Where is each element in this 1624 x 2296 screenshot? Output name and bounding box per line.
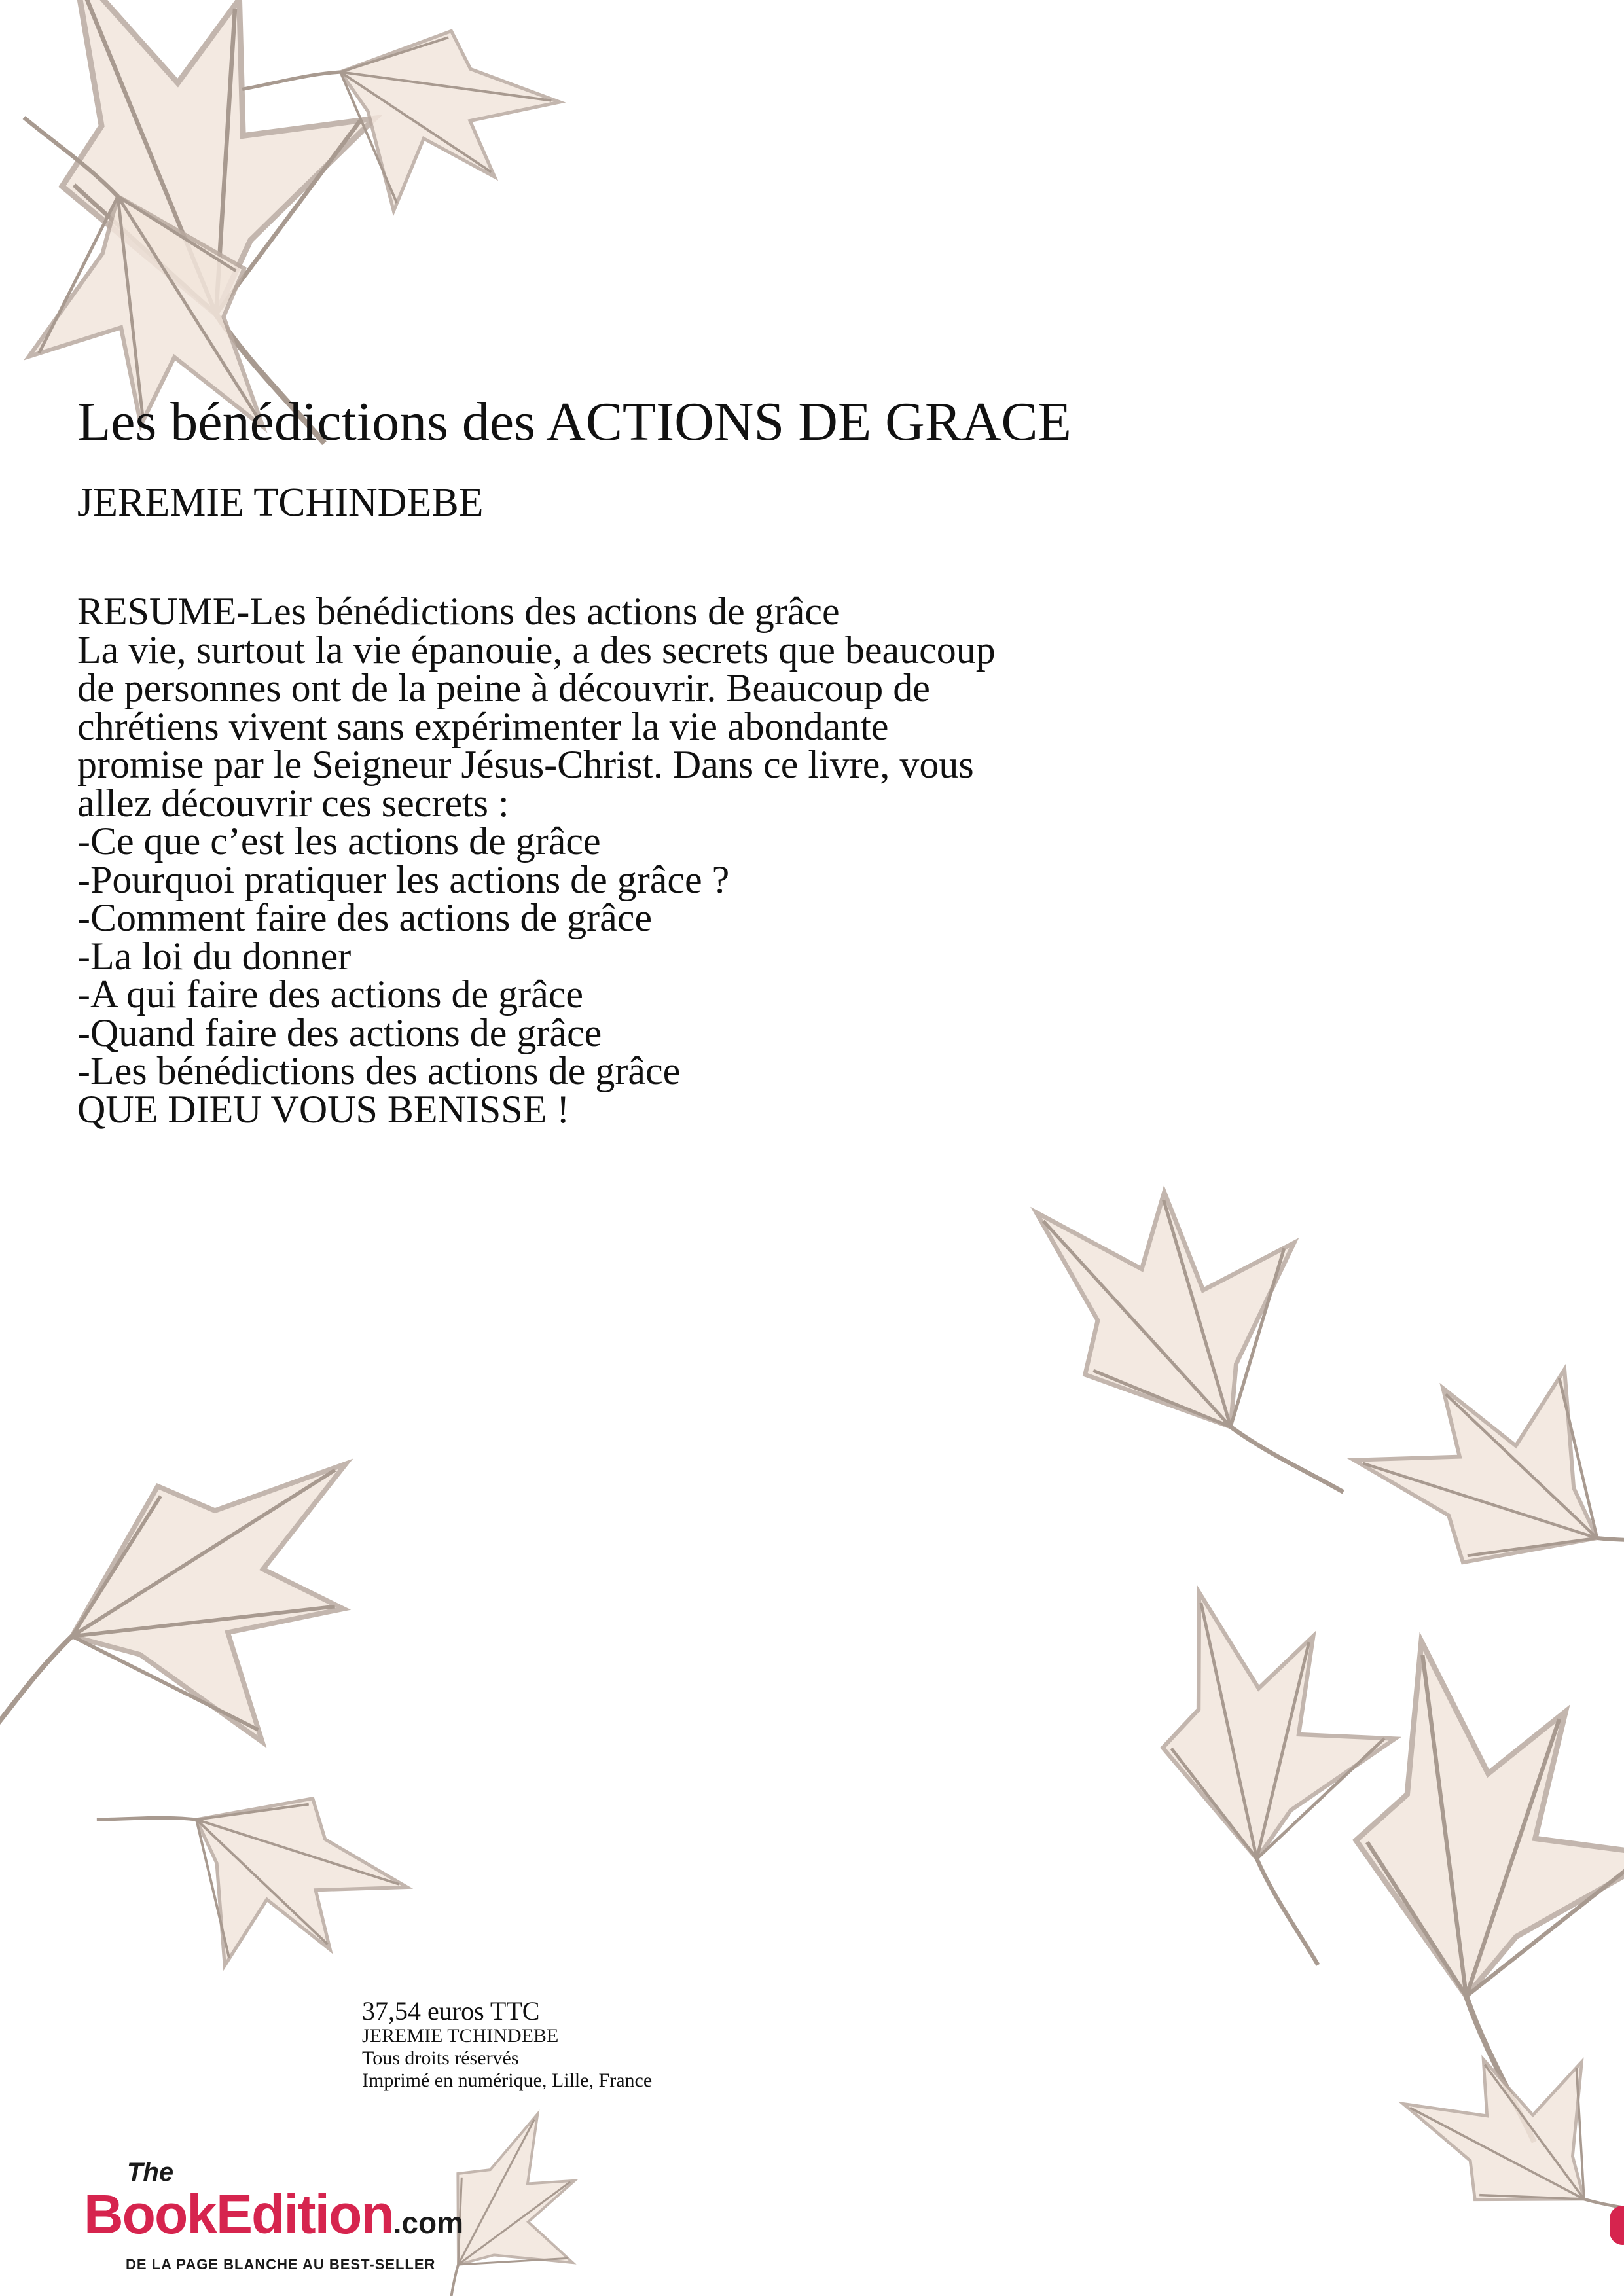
price-label: 37,54 euros TTC bbox=[362, 1996, 540, 2026]
autumn-leaf-icon bbox=[985, 1098, 1437, 1570]
logo-suffix: .com bbox=[393, 2206, 463, 2240]
summary-line: de personnes ont de la peine à découvrir. Beaucoup de bbox=[77, 666, 930, 709]
summary-block bbox=[77, 590, 1321, 1131]
summary-line: promise par le Seigneur Jésus-Christ. Dans ce livre, vous bbox=[77, 743, 974, 786]
summary-line: allez découvrir ces secrets : bbox=[77, 781, 509, 825]
summary-list-item: -La loi du donner bbox=[77, 934, 352, 978]
colophon bbox=[362, 1998, 652, 2092]
autumn-leaf-icon bbox=[65, 1732, 425, 2015]
book-title: Les bénédictions des ACTIONS DE GRACE bbox=[77, 391, 1072, 452]
summary-closing: QUE DIEU VOUS BENISSE ! bbox=[77, 1087, 570, 1131]
logo-the: The bbox=[127, 2158, 174, 2187]
logo-name: BookEdition bbox=[84, 2183, 393, 2245]
logo-tagline: DE LA PAGE BLANCHE AU BEST-SELLER bbox=[126, 2256, 436, 2272]
summary-list-item: -A qui faire des actions de grâce bbox=[77, 973, 583, 1016]
autumn-leaf-icon bbox=[1334, 1312, 1624, 1640]
autumn-leaf-icon bbox=[1380, 1995, 1624, 2290]
print-info: Imprimé en numérique, Lille, France bbox=[362, 2070, 653, 2091]
summary-list-item: -Ce que c’est les actions de grâce bbox=[77, 819, 601, 863]
summary-line: chrétiens vivent sans expérimenter la vie abondante bbox=[77, 704, 889, 748]
summary-list-item: -Pourquoi pratiquer les actions de grâce ? bbox=[77, 857, 730, 901]
summary-list-item: -Les bénédictions des actions de grâce bbox=[77, 1049, 681, 1092]
book-author: JEREMIE TCHINDEBE bbox=[77, 480, 484, 525]
colophon-author: JEREMIE TCHINDEBE bbox=[362, 2025, 559, 2047]
summary-list-item: -Quand faire des actions de grâce bbox=[77, 1011, 602, 1054]
summary-line: RESUME-Les bénédictions des actions de grâce bbox=[77, 590, 840, 633]
summary-list-item: -Comment faire des actions de grâce bbox=[77, 896, 652, 939]
summary-line: La vie, surtout la vie épanouie, a des secrets que beaucoup bbox=[77, 628, 996, 672]
autumn-leaf-icon bbox=[1137, 1564, 1431, 1985]
corner-mark bbox=[1610, 2206, 1624, 2245]
rights-notice: Tous droits réservés bbox=[362, 2047, 519, 2069]
logo-brand bbox=[84, 2183, 463, 2246]
autumn-leaf-icon bbox=[0, 1399, 445, 1866]
